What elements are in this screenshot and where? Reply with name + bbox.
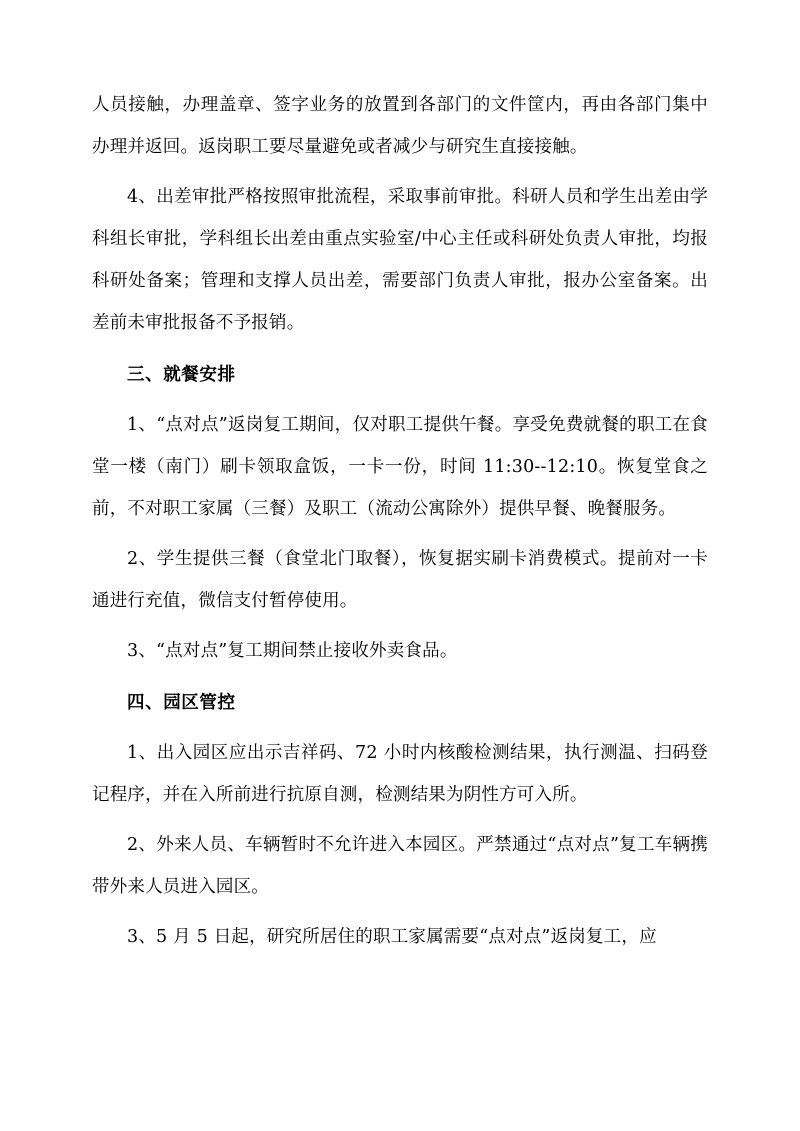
paragraph-continuation: 人员接触，办理盖章、签字业务的放置到各部门的文件筐内，再由各部门集中办理并返回。返岗职工要尽量避免或者减少与研究生直接接触。 xyxy=(92,95,708,157)
paragraph-spacer xyxy=(92,530,708,538)
paragraph-item-2-visitor-restriction: 2、外来人员、车辆暂时不允许进入本园区。严禁通过“点对点”复工车辆携带外来人员进入园区。 xyxy=(92,835,708,897)
paragraph-spacer xyxy=(92,724,708,732)
paragraph-spacer xyxy=(92,816,708,824)
paragraph-item-1-entry-requirements: 1、出入园区应出示吉祥码、72 小时内核酸检测结果，执行测温、扫码登记程序，并在入所前进行抗原自测，检测结果为阴性方可入所。 xyxy=(92,743,708,805)
paragraph-spacer xyxy=(92,396,708,404)
paragraph-spacer xyxy=(92,168,708,176)
paragraph-spacer xyxy=(92,672,708,682)
paragraph-spacer xyxy=(92,344,708,354)
paragraph-spacer xyxy=(92,908,708,916)
document-body xyxy=(92,84,708,958)
paragraph-item-4-travel-approval: 4、出差审批严格按照审批流程，采取事前审批。科研人员和学生出差由学科组长审批，学科组长出差由重点实验室/中心主任或科研处负责人审批，均报科研处备案；管理和支撑人员出差，需要部门负责人审批，报办公室备案。出差前未审批报备不予报销。 xyxy=(92,187,708,333)
paragraph-item-3-no-takeout: 3、“点对点”复工期间禁止接收外卖食品。 xyxy=(127,641,458,661)
paragraph-spacer xyxy=(92,622,708,630)
paragraph-item-3-family-return: 3、5 月 5 日起，研究所居住的职工家属需要“点对点”返岗复工，应 xyxy=(127,927,657,947)
paragraph-item-1-lunch: 1、“点对点”返岗复工期间，仅对职工提供午餐。享受免费就餐的职工在食堂一楼（南门）刷卡领取盒饭，一卡一份，时间 11:30--12:10。恢复堂食之前，不对职工家属（三餐）及职工（流动公寓除外）提供早餐、晚餐服务。 xyxy=(92,415,708,519)
section-heading-campus-control: 四、园区管控 xyxy=(127,693,236,713)
section-heading-dining: 三、就餐安排 xyxy=(127,365,236,385)
paragraph-item-2-student-meals: 2、学生提供三餐（食堂北门取餐），恢复据实刷卡消费模式。提前对一卡通进行充值，微信支付暂停使用。 xyxy=(92,549,708,611)
